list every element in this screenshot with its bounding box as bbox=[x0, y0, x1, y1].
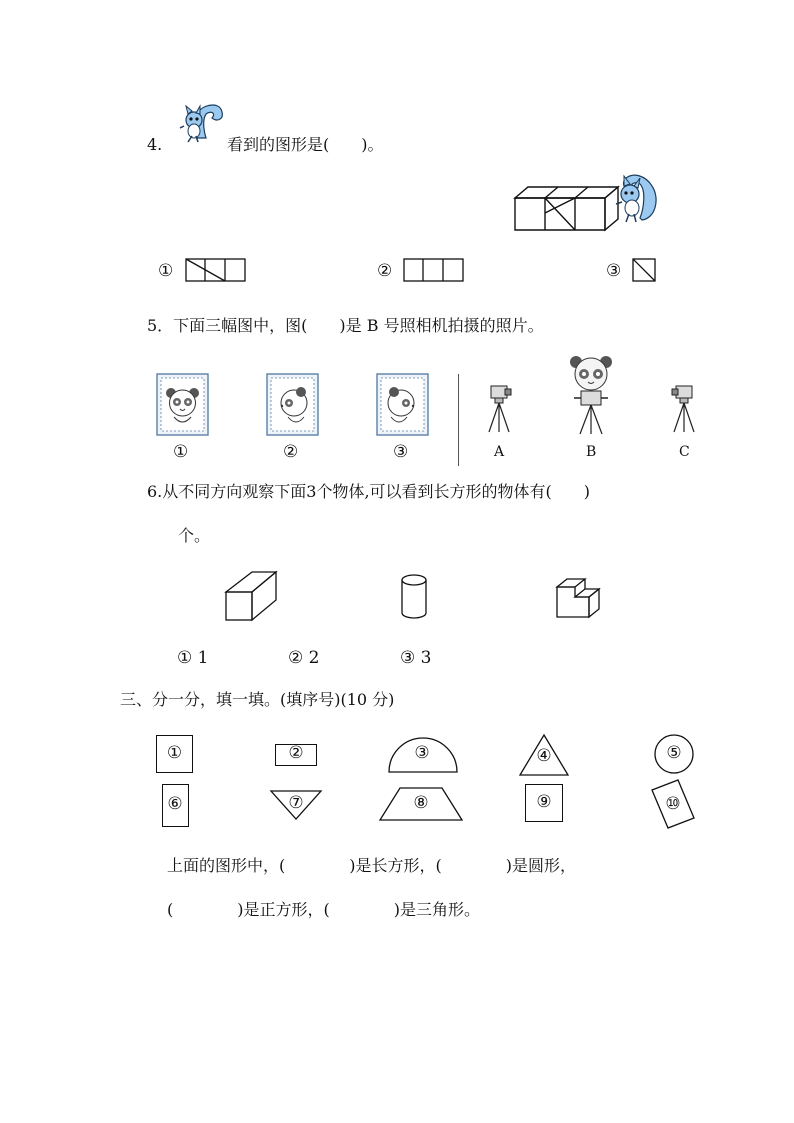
q6-option[interactable]: ③ 3 bbox=[400, 648, 432, 668]
shape-label: ③ bbox=[414, 743, 430, 763]
q4-option-label: ② bbox=[377, 261, 393, 281]
q4-option-label: ① bbox=[158, 261, 174, 281]
l-shape-figure bbox=[555, 575, 601, 621]
camera-label: B bbox=[586, 444, 597, 460]
shape-label: ④ bbox=[536, 746, 552, 766]
q4-option-2-figure[interactable] bbox=[403, 258, 465, 283]
section3-fill-line1: 上面的图形中，( )是长方形，( )是圆形， bbox=[167, 856, 576, 875]
shape-label: ⑦ bbox=[288, 793, 304, 813]
q4-option-1-figure[interactable] bbox=[185, 258, 247, 283]
camera-icon bbox=[666, 382, 700, 434]
q4-question-text: 看到的图形是( )。 bbox=[227, 135, 384, 154]
q6-question-line1: 6.从不同方向观察下面3个物体,可以看到长方形的物体有( ) bbox=[147, 482, 591, 501]
shape-label: ⑩ bbox=[665, 794, 681, 814]
shape-label: ⑧ bbox=[413, 793, 429, 813]
q4-cube-row-figure bbox=[510, 183, 614, 233]
q5-photo-3[interactable] bbox=[376, 373, 430, 437]
shape-label: ① bbox=[166, 743, 183, 763]
q5-photo-label: ③ bbox=[393, 442, 409, 462]
q5-photo-2[interactable] bbox=[266, 373, 320, 437]
section3-fill-line2: ( )是正方形，( )是三角形。 bbox=[167, 900, 480, 919]
q5-question-text: 5．下面三幅图中，图( )是 B 号照相机拍摄的照片。 bbox=[147, 316, 544, 335]
camera-label: C bbox=[679, 444, 690, 460]
squirrel-icon bbox=[612, 168, 668, 228]
shape-label: ⑨ bbox=[536, 792, 552, 812]
cuboid-figure bbox=[224, 570, 280, 622]
q6-option[interactable]: ① 1 bbox=[177, 648, 209, 668]
shape-label: ⑥ bbox=[167, 794, 183, 814]
camera-icon bbox=[483, 382, 517, 434]
q5-photo-1[interactable] bbox=[156, 373, 210, 437]
cylinder-figure bbox=[400, 574, 430, 620]
shape-label: ⑤ bbox=[666, 743, 682, 763]
q4-option-label: ③ bbox=[606, 261, 622, 281]
q6-option[interactable]: ② 2 bbox=[288, 648, 320, 668]
camera-label: A bbox=[494, 444, 505, 460]
squirrel-icon bbox=[176, 98, 226, 148]
q5-photo-label: ② bbox=[283, 442, 299, 462]
q5-photo-label: ① bbox=[173, 442, 189, 462]
q6-question-line2: 个。 bbox=[178, 526, 211, 545]
q4-number: 4. bbox=[147, 135, 163, 154]
section3-heading: 三、分一分，填一填。(填序号)(10 分) bbox=[120, 690, 395, 709]
q4-option-3-figure[interactable] bbox=[632, 258, 658, 283]
shape-label: ② bbox=[288, 743, 304, 763]
panda-camera-icon bbox=[566, 354, 616, 436]
divider bbox=[458, 374, 459, 466]
